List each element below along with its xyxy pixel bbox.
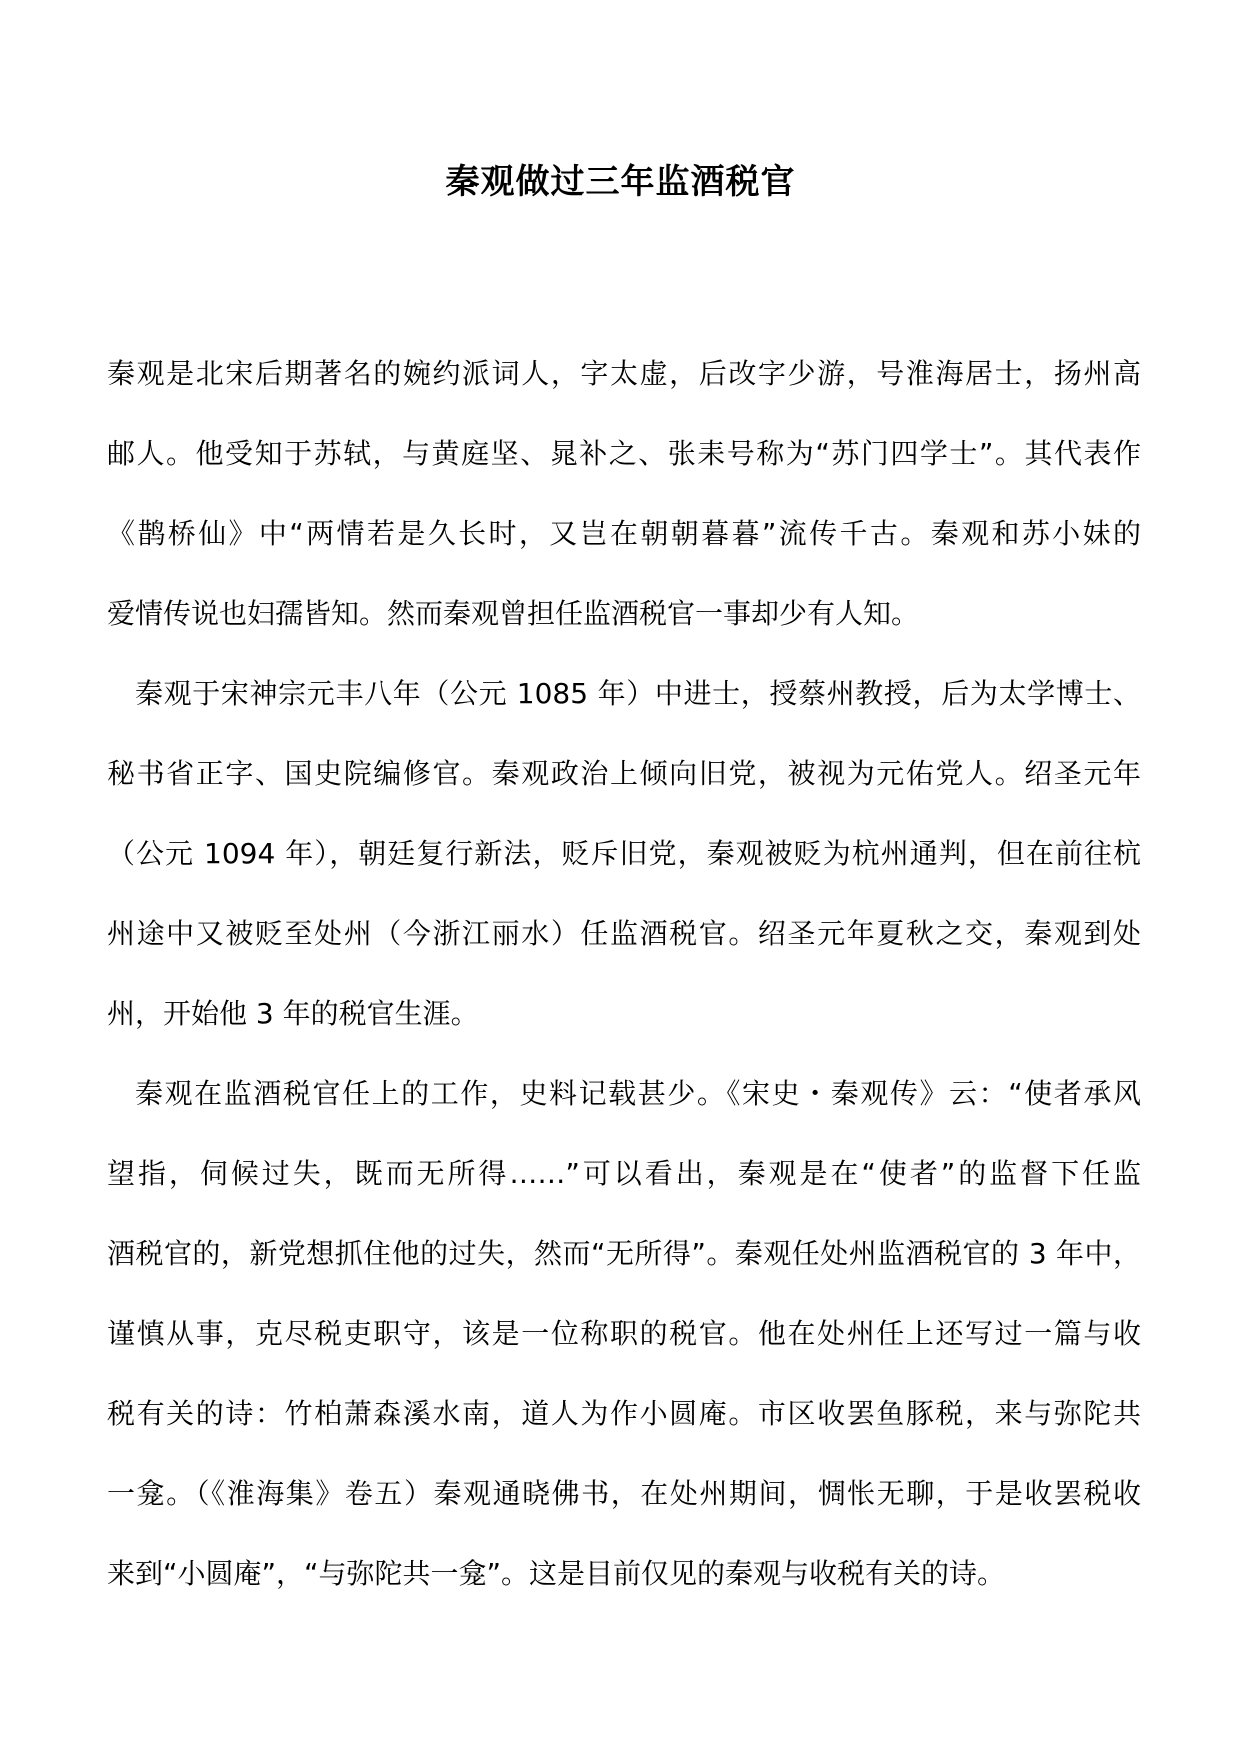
text-line: 酒税官的，新党想抓住他的过失，然而“无所得”。秦观任处州监酒税官的 3 年中， (107, 1237, 1141, 1270)
text-line: 来到“小圆庵”，“与弥陀共一龛”。这是目前仅见的秦观与收税有关的诗。 (107, 1557, 1006, 1590)
text-line: 秦观在监酒税官任上的工作，史料记载甚少。《宋史・秦观传》云：“使者承风 (135, 1077, 1141, 1110)
text-line: 秘书省正字、国史院编修官。秦观政治上倾向旧党，被视为元佑党人。绍圣元年 (107, 757, 1141, 790)
text-line: 秦观于宋神宗元丰八年（公元 1085 年）中进士，授蔡州教授，后为太学博士、 (135, 677, 1141, 710)
text-line: 爱情传说也妇孺皆知。然而秦观曾担任监酒税官一事却少有人知。 (107, 597, 920, 630)
paragraph-3 (107, 1054, 1141, 1614)
text-line: 《鹊桥仙》中“两情若是久长时，又岂在朝朝暮暮”流传千古。秦观和苏小妹的 (107, 517, 1141, 550)
text-line: 望指，伺候过失，既而无所得……”可以看出，秦观是在“使者”的监督下任监 (107, 1157, 1141, 1190)
text-line: 邮人。他受知于苏轼，与黄庭坚、晁补之、张耒号称为“苏门四学士”。其代表作 (107, 437, 1141, 470)
text-line: 一龛。（《淮海集》卷五）秦观通晓佛书，在处州期间，惆怅无聊，于是收罢税收 (107, 1477, 1141, 1510)
paragraph-1 (107, 334, 1141, 654)
document-body (107, 334, 1141, 1614)
page-title: 秦观做过三年监酒税官 (445, 162, 796, 202)
text-line: 州途中又被贬至处州（今浙江丽水）任监酒税官。绍圣元年夏秋之交，秦观到处 (107, 917, 1141, 950)
text-line: （公元 1094 年），朝廷复行新法，贬斥旧党，秦观被贬为杭州通判，但在前往杭 (107, 837, 1141, 870)
text-line: 州，开始他 3 年的税官生涯。 (107, 997, 479, 1030)
text-line: 税有关的诗：竹柏萧森溪水南，道人为作小圆庵。市区收罢鱼豚税，来与弥陀共 (107, 1397, 1141, 1430)
text-line: 谨慎从事，克尽税吏职守，该是一位称职的税官。他在处州任上还写过一篇与收 (107, 1317, 1141, 1350)
paragraph-2 (107, 654, 1141, 1054)
text-line: 秦观是北宋后期著名的婉约派词人，字太虚，后改字少游，号淮海居士，扬州高 (107, 357, 1141, 390)
